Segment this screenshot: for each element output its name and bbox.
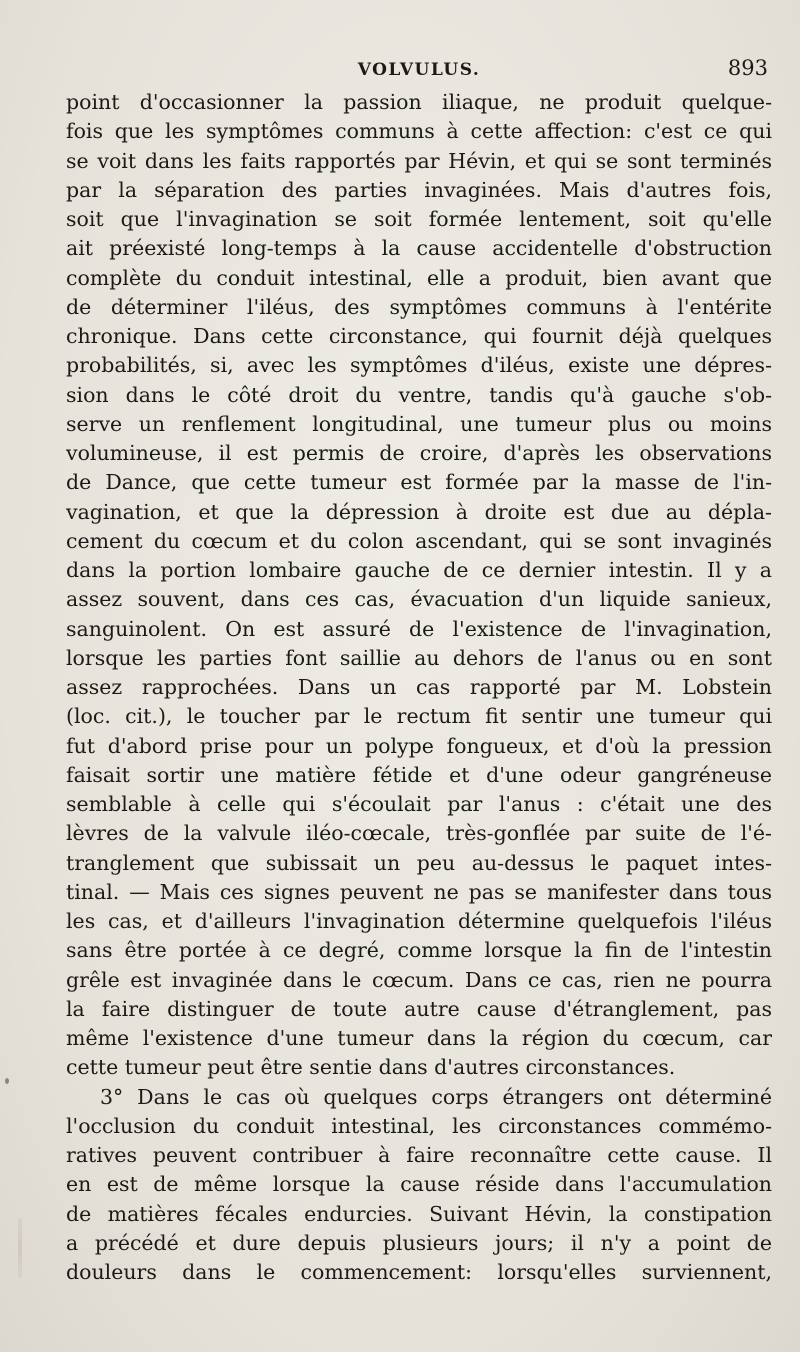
text-line-5: soit que l'invagination se soit formée lentement, soit qu'elle <box>66 207 772 231</box>
text-line-41: douleurs dans le commencement: lorsqu'elles surviennent, <box>66 1260 772 1284</box>
text-line-4: par la séparation des parties invaginées. Mais d'autres fois, <box>66 177 772 202</box>
text-line-40: a précédé et dure depuis plusieurs jours; il n'y a point de <box>66 1230 772 1255</box>
text-line-29: les cas, et d'ailleurs l'invagination détermine quelquefois l'iléus <box>66 909 772 933</box>
text-line-12: serve un renflement longitudinal, une tumeur plus ou moins <box>66 411 772 436</box>
text-line-13: volumineuse, il est permis de croire, d'après les observations <box>66 441 772 465</box>
text-line-17: dans la portion lombaire gauche de ce dernier intestin. Il y a <box>66 558 772 582</box>
text-line-21: assez rapprochées. Dans un cas rapporté par M. Lobstein <box>66 675 772 699</box>
text-line-14: de Dance, que cette tumeur est formée par la masse de l'in- <box>66 470 772 495</box>
text-line-27: tranglement que subissait un peu au-dessus le paquet intes- <box>66 850 772 875</box>
text-line-19: sanguinolent. On est assuré de l'existence de l'invagination, <box>66 616 772 641</box>
text-line-20: lorsque les parties font saillie au dehors de l'anus ou en sont <box>66 645 772 670</box>
text-line-10: probabilités, si, avec les symptômes d'iléus, existe une dépres- <box>66 353 772 378</box>
text-line-1: point d'occasionner la passion iliaque, ne produit quelque- <box>66 90 772 114</box>
text-line-38: en est de même lorsque la cause réside dans l'accumulation <box>66 1172 772 1197</box>
text-line-11: sion dans le côté droit du ventre, tandis qu'à gauche s'ob- <box>66 382 772 407</box>
text-line-8: de déterminer l'iléus, des symptômes communs à l'entérite <box>66 294 772 319</box>
text-line-22: (loc. cit.), le toucher par le rectum fit sentir une tumeur qui <box>66 704 772 729</box>
text-line-7: complète du conduit intestinal, elle a produit, bien avant que <box>66 265 772 290</box>
text-line-26: lèvres de la valvule iléo-cœcale, très-gonflée par suite de l'é- <box>66 821 772 846</box>
text-line-35: 3° Dans le cas où quelques corps étrangers ont déterminé <box>100 1084 772 1109</box>
running-head: VOLVULUS. <box>357 60 481 80</box>
page-edge-mark <box>18 1218 22 1278</box>
text-line-18: assez souvent, dans ces cas, évacuation d'un liquide sanieux, <box>66 587 772 612</box>
text-line-9: chronique. Dans cette circonstance, qui fournit déjà quelques <box>66 324 772 348</box>
page-header <box>66 56 772 86</box>
text-line-25: semblable à celle qui s'écoulait par l'anus : c'était une des <box>66 792 772 816</box>
text-line-33: même l'existence d'une tumeur dans la région du cœcum, car <box>66 1026 772 1050</box>
text-line-6: ait préexisté long-temps à la cause accidentelle d'obstruction <box>66 236 772 261</box>
text-line-31: grêle est invaginée dans le cœcum. Dans ce cas, rien ne pourra <box>66 967 772 992</box>
body-text <box>66 88 772 1287</box>
text-line-23: fut d'abord prise pour un polype fongueux, et d'où la pression <box>66 733 772 758</box>
text-line-30: sans être portée à ce degré, comme lorsque la fin de l'intestin <box>66 938 772 963</box>
text-line-15: vagination, et que la dépression à droite est due au dépla- <box>66 499 772 524</box>
text-line-16: cement du cœcum et du colon ascendant, qui se sont invaginés <box>66 528 772 553</box>
ink-blot <box>5 1078 9 1084</box>
text-line-36: l'occlusion du conduit intestinal, les circonstances commémo- <box>66 1113 772 1138</box>
page-number: 893 <box>727 56 768 80</box>
text-line-24: faisait sortir une matière fétide et d'une odeur gangréneuse <box>66 762 772 787</box>
text-line-37: ratives peuvent contribuer à faire reconnaître cette cause. Il <box>66 1143 772 1167</box>
text-line-34: cette tumeur peut être sentie dans d'autres circonstances. <box>66 1055 676 1080</box>
text-line-39: de matières fécales endurcies. Suivant Hévin, la constipation <box>66 1201 772 1226</box>
text-line-32: la faire distinguer de toute autre cause d'étranglement, pas <box>66 996 772 1021</box>
text-line-28: tinal. — Mais ces signes peuvent ne pas se manifester dans tous <box>66 879 772 904</box>
text-line-3: se voit dans les faits rapportés par Hévin, et qui se sont terminés <box>66 148 772 173</box>
text-line-2: fois que les symptômes communs à cette affection: c'est ce qui <box>66 119 772 144</box>
